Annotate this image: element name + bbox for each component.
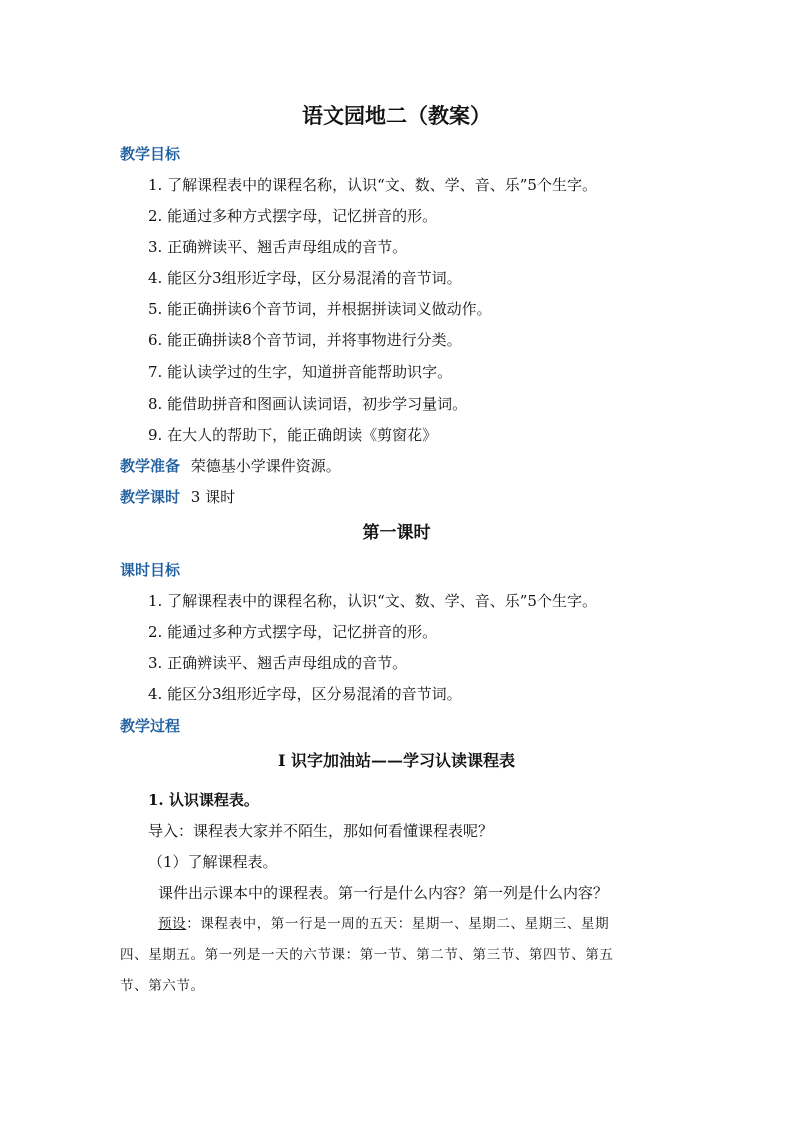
section-title: Ⅰ 识字加油站——学习认读课程表 xyxy=(277,751,516,770)
sub-step-heading: （1）了解课程表。 xyxy=(148,853,278,871)
preparation-text: 荣德基小学课件资源。 xyxy=(190,457,341,475)
objectives-heading: 教学目标 xyxy=(120,145,181,163)
preparation-heading: 教学准备 xyxy=(120,457,181,475)
lesson-objective-item: 1. 了解课程表中的课程名称，认识“文、数、学、音、乐”5个生字。 xyxy=(148,592,597,610)
document-title: 语文园地二（教案） xyxy=(302,103,491,128)
objective-item: 9. 在大人的帮助下，能正确朗读《剪窗花》 xyxy=(148,426,438,444)
courseware-text: 课件出示课本中的课程表。第一行是什么内容？第一列是什么内容？ xyxy=(158,884,609,902)
objective-item: 4. 能区分3组形近字母，区分易混淆的音节词。 xyxy=(148,269,462,287)
periods-row xyxy=(120,487,235,507)
objective-item: 2. 能通过多种方式摆字母，记忆拼音的形。 xyxy=(148,207,438,225)
preset-text: ：课程表中，第一行是一周的五天：星期一、星期二、星期三、星期 xyxy=(186,916,610,932)
preset-label: 预设 xyxy=(158,916,187,932)
objective-item: 8. 能借助拼音和图画认读词语，初步学习量词。 xyxy=(148,395,468,413)
lesson-title: 第一课时 xyxy=(362,523,431,543)
lesson-objective-item: 3. 正确辨读平、翘舌声母组成的音节。 xyxy=(148,654,408,672)
step-heading: 1. 认识课程表。 xyxy=(148,791,259,809)
intro-text: 导入：课程表大家并不陌生，那如何看懂课程表呢？ xyxy=(148,822,494,840)
lesson-objective-item: 2. 能通过多种方式摆字母，记忆拼音的形。 xyxy=(148,623,438,641)
preset-line: 四、星期五。第一列是一天的六节课：第一节、第二节、第三节、第四节、第五 xyxy=(120,947,614,963)
preset-line: 节、第六节。 xyxy=(120,978,205,994)
objective-item: 7. 能认读学过的生字，知道拼音能帮助识字。 xyxy=(148,363,453,381)
objective-item: 3. 正确辨读平、翘舌声母组成的音节。 xyxy=(148,238,408,256)
preparation-row xyxy=(120,456,341,476)
periods-heading: 教学课时 xyxy=(120,488,181,506)
process-heading: 教学过程 xyxy=(120,717,181,735)
lesson-objective-item: 4. 能区分3组形近字母，区分易混淆的音节词。 xyxy=(148,685,462,703)
lesson-objectives-heading: 课时目标 xyxy=(120,561,181,579)
objective-item: 6. 能正确拼读8个音节词，并将事物进行分类。 xyxy=(148,331,462,349)
objective-item: 5. 能正确拼读6个音节词，并根据拼读词义做动作。 xyxy=(148,300,492,318)
preset-line xyxy=(158,914,609,934)
objective-item: 1. 了解课程表中的课程名称，认识“文、数、学、音、乐”5个生字。 xyxy=(148,176,597,194)
periods-text: 3 课时 xyxy=(190,488,236,506)
